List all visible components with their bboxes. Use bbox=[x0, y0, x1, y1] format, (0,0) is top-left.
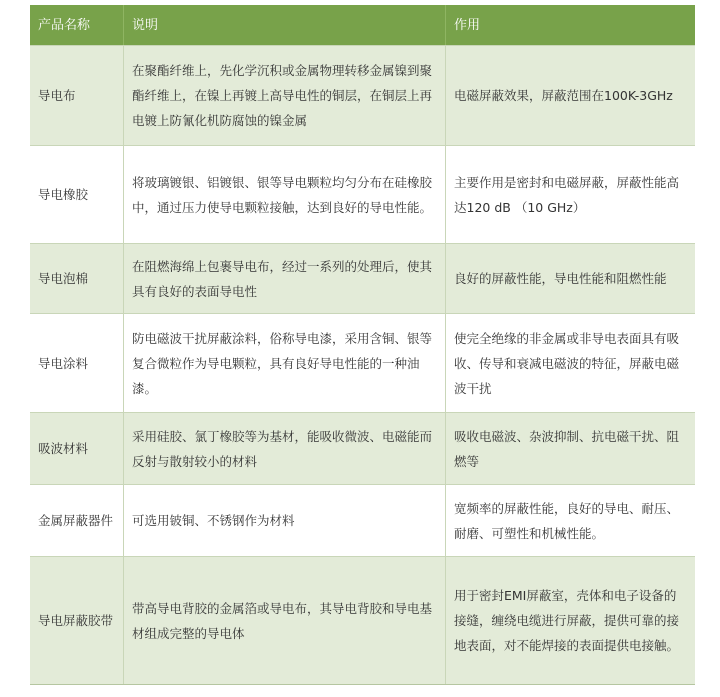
product-description: 采用硅胶、氯丁橡胶等为基材，能吸收微波、电磁能而反射与散射较小的材料 bbox=[123, 413, 445, 484]
product-function: 主要作用是密封和电磁屏蔽，屏蔽性能高达120 dB （10 GHz） bbox=[445, 146, 695, 243]
product-description: 在阻燃海绵上包裹导电布，经过一系列的处理后，使其具有良好的表面导电性 bbox=[123, 244, 445, 313]
table-row bbox=[30, 314, 695, 413]
product-function: 使完全绝缘的非金属或非导电表面具有吸收、传导和衰减电磁波的特征，屏蔽电磁波干扰 bbox=[445, 314, 695, 412]
product-description: 防电磁波干扰屏蔽涂料，俗称导电漆，采用含铜、银等复合微粒作为导电颗粒，具有良好导电性能的一种油漆。 bbox=[123, 314, 445, 412]
table-row bbox=[30, 557, 695, 685]
product-name: 导电布 bbox=[38, 88, 76, 103]
product-description: 在聚酯纤维上，先化学沉积或金属物理转移金属镍到聚酯纤维上，在镍上再镀上高导电性的铜层，在铜层上再电镀上防氰化机防腐蚀的镍金属 bbox=[123, 46, 445, 145]
product-name: 导电橡胶 bbox=[38, 187, 89, 202]
table-row bbox=[30, 244, 695, 314]
table-row bbox=[30, 485, 695, 557]
table-row bbox=[30, 46, 695, 146]
product-name: 吸波材料 bbox=[38, 441, 89, 456]
header-product-name: 产品名称 bbox=[38, 17, 91, 33]
table-row bbox=[30, 413, 695, 485]
product-description: 将玻璃镀银、铝镀银、银等导电颗粒均匀分布在硅橡胶中，通过压力使导电颗粒接触，达到良好的导电性能。 bbox=[123, 146, 445, 243]
product-function: 宽频率的屏蔽性能，良好的导电、耐压、耐磨、可塑性和机械性能。 bbox=[445, 485, 695, 556]
product-name: 金属屏蔽器件 bbox=[38, 513, 114, 528]
table-row bbox=[30, 146, 695, 244]
header-function: 作用 bbox=[445, 5, 695, 45]
header-description: 说明 bbox=[123, 5, 445, 45]
product-function: 吸收电磁波、杂波抑制、抗电磁干扰、阻燃等 bbox=[445, 413, 695, 484]
product-name: 导电泡棉 bbox=[38, 271, 89, 286]
product-description: 可选用铍铜、不锈钢作为材料 bbox=[123, 485, 445, 556]
product-name: 导电屏蔽胶带 bbox=[38, 613, 114, 628]
product-name: 导电涂料 bbox=[38, 355, 89, 371]
product-description: 带高导电背胶的金属箔或导电布，其导电背胶和导电基材组成完整的导电体 bbox=[123, 557, 445, 684]
product-table bbox=[30, 5, 695, 685]
table-header-row bbox=[30, 5, 695, 46]
product-function: 良好的屏蔽性能，导电性能和阻燃性能 bbox=[445, 244, 695, 313]
product-function: 电磁屏蔽效果，屏蔽范围在100K-3GHz bbox=[445, 46, 695, 145]
product-function: 用于密封EMI屏蔽室，壳体和电子设备的接缝，缠绕电缆进行屏蔽，提供可靠的接地表面，对不能焊接的表面提供电接触。 bbox=[445, 557, 695, 684]
